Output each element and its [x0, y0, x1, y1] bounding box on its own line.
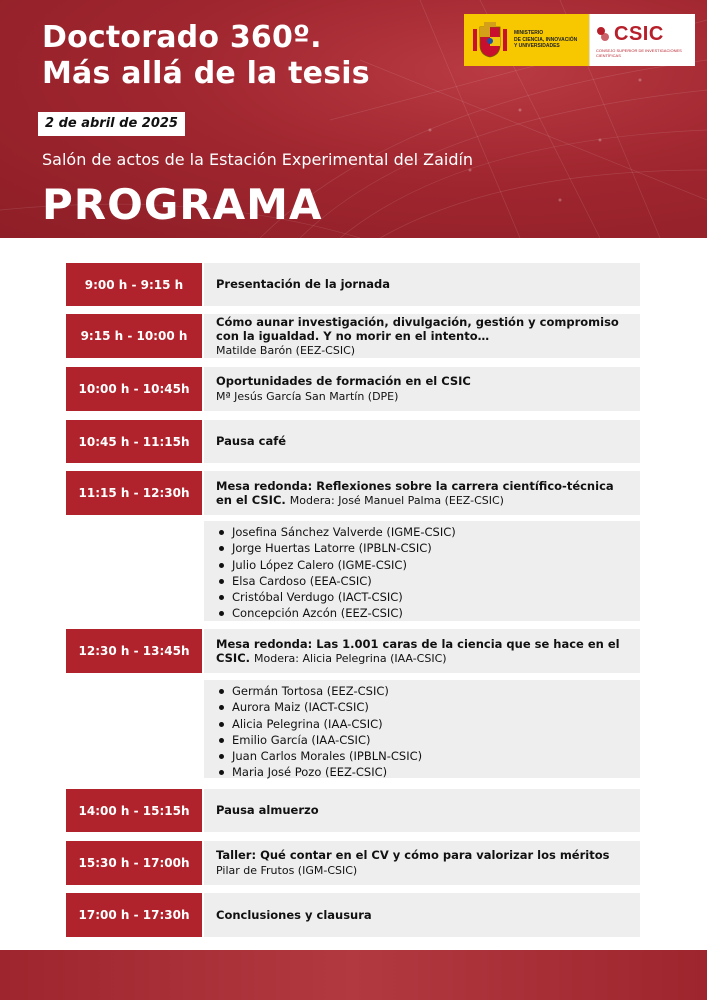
session-title: Taller: Qué contar en el CV y cómo para valorizar los méritos	[216, 848, 610, 862]
panel-list	[204, 680, 640, 778]
session-time: 9:00 h - 9:15 h	[66, 263, 202, 306]
institution-logos	[464, 14, 695, 66]
ministry-name	[514, 30, 577, 50]
panelist: Elsa Cardoso (EEA-CSIC)	[216, 573, 640, 589]
ministry-logo	[464, 14, 589, 66]
session-time: 9:15 h - 10:00 h	[66, 314, 202, 358]
session-details	[204, 789, 640, 832]
footer-band	[0, 950, 707, 1000]
session-details	[204, 314, 640, 358]
session-title: Conclusiones y clausura	[216, 907, 372, 922]
program-row	[66, 789, 640, 832]
program-row	[66, 263, 640, 306]
csic-subtitle: CONSEJO SUPERIOR DE INVESTIGACIONES CIENTÍFICAS	[596, 47, 682, 58]
session-details	[204, 263, 640, 306]
panelist: Aurora Maiz (IACT-CSIC)	[216, 699, 640, 715]
panelist: Juan Carlos Morales (IPBLN-CSIC)	[216, 748, 640, 764]
program-row	[66, 629, 640, 673]
session-title	[216, 637, 630, 666]
session-speaker: Matilde Barón (EEZ-CSIC)	[216, 343, 356, 357]
session-title: Pausa almuerzo	[216, 803, 319, 817]
ministry-line: Y UNIVERSIDADES	[514, 43, 560, 50]
session-title	[216, 479, 630, 508]
session-time: 11:15 h - 12:30h	[66, 471, 202, 515]
panelist: Germán Tortosa (EEZ-CSIC)	[216, 683, 640, 699]
session-details	[204, 367, 640, 411]
session-time: 17:00 h - 17:30h	[66, 893, 202, 937]
ministry-line: DE CIENCIA, INNOVACIÓN	[514, 36, 578, 43]
session-details	[204, 893, 640, 937]
session-speaker: Mª Jesús García San Martín (DPE)	[216, 390, 399, 403]
event-title	[42, 20, 370, 92]
session-title-text: Mesa redonda: Reflexiones sobre la carrera científico-técnica en el CSIC.	[216, 478, 614, 507]
session-details	[204, 420, 640, 463]
panelist: Concepción Azcón (EEZ-CSIC)	[216, 605, 640, 621]
event-date-badge: 2 de abril de 2025	[38, 112, 185, 136]
session-title: Oportunidades de formación en el CSIC	[216, 374, 471, 388]
program-row	[66, 314, 640, 358]
session-title: Cómo aunar investigación, divulgación, gestión y compromiso con la igualdad. Y no morir en el intento…	[216, 314, 619, 343]
panelist: Cristóbal Verdugo (IACT-CSIC)	[216, 589, 640, 605]
event-title-line1: Doctorado 360º.	[42, 20, 322, 55]
session-time: 14:00 h - 15:15h	[66, 789, 202, 832]
session-moderator: Modera: José Manuel Palma (EEZ-CSIC)	[289, 493, 504, 507]
program-heading: PROGRAMA	[42, 180, 323, 229]
csic-logo	[589, 14, 695, 66]
csic-wordmark: CSIC	[614, 22, 664, 45]
header-banner	[0, 0, 707, 238]
session-title: Presentación de la jornada	[216, 277, 391, 291]
program-row	[66, 471, 640, 515]
session-details	[204, 629, 640, 673]
session-title: Pausa café	[216, 434, 287, 448]
session-details	[204, 841, 640, 885]
event-title-line2: Más allá de la tesis	[42, 56, 370, 91]
session-moderator: Modera: Alicia Pelegrina (IAA-CSIC)	[254, 651, 447, 665]
panelist: Maria José Pozo (EEZ-CSIC)	[216, 764, 640, 780]
program-row	[66, 420, 640, 463]
spain-coat-of-arms-icon	[472, 21, 508, 59]
session-time: 10:45 h - 11:15h	[66, 420, 202, 463]
session-title-text: Mesa redonda: Las 1.001 caras de la ciencia que se hace en el CSIC.	[216, 636, 620, 665]
session-details	[204, 471, 640, 515]
panel-list	[204, 521, 640, 621]
panelist: Emilio García (IAA-CSIC)	[216, 732, 640, 748]
event-venue: Salón de actos de la Estación Experimental del Zaidín	[42, 150, 474, 169]
panelist: Jorge Huertas Latorre (IPBLN-CSIC)	[216, 540, 640, 556]
program-row	[66, 893, 640, 937]
session-time: 10:00 h - 10:45h	[66, 367, 202, 411]
program-row	[66, 367, 640, 411]
session-time: 12:30 h - 13:45h	[66, 629, 202, 673]
program-row	[66, 841, 640, 885]
ministry-line: MINISTERIO	[514, 30, 544, 37]
csic-mark-icon	[596, 25, 610, 43]
session-time: 15:30 h - 17:00h	[66, 841, 202, 885]
panelist: Julio López Calero (IGME-CSIC)	[216, 557, 640, 573]
panelist: Alicia Pelegrina (IAA-CSIC)	[216, 716, 640, 732]
session-speaker: Pilar de Frutos (IGM-CSIC)	[216, 864, 358, 877]
panelist: Josefina Sánchez Valverde (IGME-CSIC)	[216, 524, 640, 540]
